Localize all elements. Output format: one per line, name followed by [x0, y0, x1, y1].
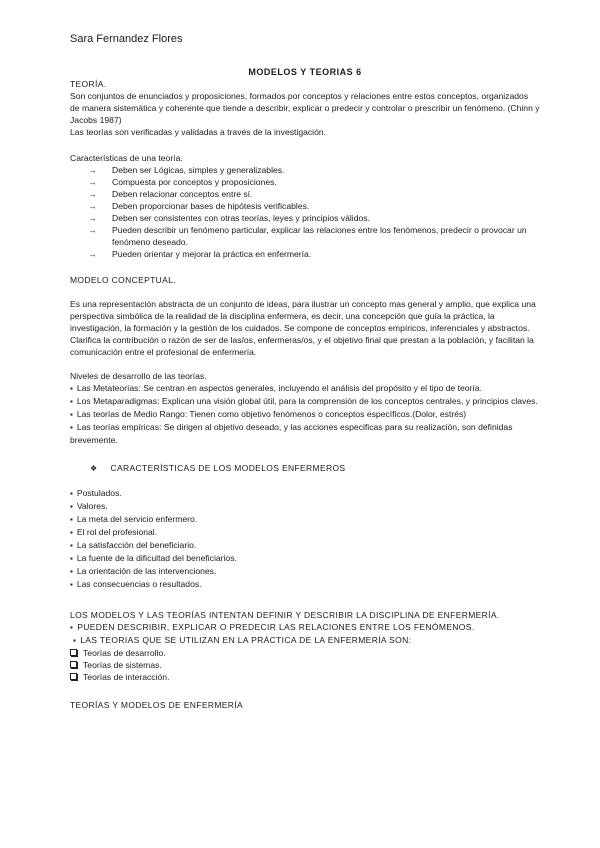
- square-bullet-icon: ▪: [73, 636, 77, 645]
- section-caracteristicas-teoria: [70, 152, 540, 260]
- square-bullet-icon: ▪: [70, 528, 73, 537]
- list-item-text: Pueden orientar y mejorar la práctica en enfermería.: [112, 249, 312, 259]
- list-item-text: Deben relacionar conceptos entre sí.: [112, 189, 253, 199]
- checkbox-bullet-icon: [70, 661, 77, 668]
- list-item-text: El rol del profesional.: [76, 527, 158, 537]
- list-item-text: Teorías de sistemas.: [83, 660, 162, 670]
- modelos-enfermeros-heading: [70, 462, 540, 475]
- checkbox-bullet-icon: [70, 649, 77, 656]
- teoria-paragraph-2: Las teorías son verificadas y validadas a través de la investigación.: [70, 127, 327, 137]
- modelo-conceptual-paragraph-1: Es una representación abstracta de un conjunto de ideas, para ilustrar un concepto mas general y amplio, que explica una perspectiva simbólica de la realidad de la disciplina enfermera, es decir, una concepción que guía la práctica, la investigación, la formación y la gestión de los cuidados. Se compone de conceptos empíricos, inferenciales y abstractos.: [70, 299, 536, 333]
- list-item: [70, 200, 540, 212]
- section-niveles: [70, 370, 540, 446]
- square-bullet-icon: ▪: [70, 384, 73, 393]
- definicion-list: [70, 647, 540, 683]
- list-item-text: La satisfacción del beneficiario.: [76, 540, 197, 550]
- list-item: [70, 212, 540, 224]
- list-item: [70, 578, 540, 591]
- square-bullet-icon: ▪: [70, 541, 73, 550]
- niveles-list: [70, 382, 540, 446]
- list-item-text: Teorías de interacción.: [83, 672, 170, 682]
- section-definicion: [70, 609, 540, 683]
- list-item-text: La fuente de la dificultad del beneficiarios.: [76, 553, 237, 563]
- list-item: [70, 395, 540, 408]
- list-item: [70, 659, 540, 671]
- section-modelo-conceptual: [70, 274, 540, 358]
- definicion-line-3-text: LAS TEORIAS QUE SE UTILIZAN EN LA PRÁCTICA DE LA ENFERMERÍA SON:: [80, 635, 412, 645]
- arrow-bullet-icon: →: [88, 213, 97, 223]
- list-item-text: Las teorías empíricas: Se dirigen al objetivo deseado, y las acciones especificas para su realización, son definidas brevemente.: [70, 422, 513, 445]
- square-bullet-icon: ▪: [70, 567, 73, 576]
- list-item: [70, 487, 540, 500]
- section-modelos-enfermeros: [70, 462, 540, 591]
- modelo-conceptual-paragraph-2: Clarifica la contribución o razón de ser de las/os, enfermeras/os, y el objetivo final que prestan a la población, y facilitan la comunicación entre el profesional de enfermería.: [70, 335, 534, 357]
- teoria-heading: TEORÍA.: [70, 79, 107, 89]
- list-item: [70, 526, 540, 539]
- author-name: Sara Fernandez Flores: [70, 33, 183, 45]
- list-item: [70, 671, 540, 683]
- list-item: [70, 647, 540, 659]
- list-item-text: Deben ser consistentes con otras teorías, leyes y principios válidos.: [112, 213, 370, 223]
- definicion-line-2: [70, 621, 540, 634]
- square-bullet-icon: ▪: [70, 502, 73, 511]
- list-item-text: Teorías de desarrollo.: [83, 648, 166, 658]
- list-item-text: La meta del servicio enfermero.: [76, 514, 198, 524]
- list-item-text: Postulados.: [76, 488, 122, 498]
- square-bullet-icon: ▪: [70, 410, 73, 419]
- list-item-text: Las teorías de Medio Rango: Tienen como objetivo fenómenos o conceptos específicos.(Dolor, estrés): [76, 409, 467, 419]
- list-item: [70, 421, 540, 446]
- arrow-bullet-icon: →: [88, 189, 97, 199]
- list-item-text: Los Metaparadigmas: Explican una visión global útil, para la comprensión de los conceptos centrales, y principios claves.: [76, 396, 538, 406]
- square-bullet-icon: ▪: [70, 423, 73, 432]
- list-item: [70, 224, 540, 248]
- modelos-enfermeros-list: [70, 487, 540, 591]
- list-item: [70, 248, 540, 260]
- diamond-bullet-icon: ❖: [90, 464, 98, 473]
- square-bullet-icon: ▪: [70, 623, 74, 632]
- list-item: [70, 188, 540, 200]
- list-item: [70, 552, 540, 565]
- list-item-text: Compuesta por conceptos y proposiciones.: [112, 177, 277, 187]
- modelo-conceptual-heading: MODELO CONCEPTUAL.: [70, 275, 176, 285]
- list-item: [70, 500, 540, 513]
- list-item-text: Deben proporcionar bases de hipótesis verificables.: [112, 201, 310, 211]
- square-bullet-icon: ▪: [70, 580, 73, 589]
- definicion-line-1: LOS MODELOS Y LAS TEORÍAS INTENTAN DEFINIR Y DESCRIBIR LA DISCIPLINA DE ENFERMERÍA.: [70, 610, 500, 620]
- square-bullet-icon: ▪: [70, 554, 73, 563]
- square-bullet-icon: ▪: [70, 515, 73, 524]
- square-bullet-icon: ▪: [70, 397, 73, 406]
- list-item: [70, 408, 540, 421]
- list-item: [70, 382, 540, 395]
- list-item: [70, 513, 540, 526]
- section-teoria: [70, 78, 540, 138]
- list-item-text: Las consecuencias o resultados.: [76, 579, 202, 589]
- arrow-bullet-icon: →: [88, 225, 97, 235]
- teoria-paragraph-1: Son conjuntos de enunciados y proposiciones, formados por conceptos y relaciones entre estos conceptos, organizados de manera sistemática y coherente que tiende a describir, explicar o predecir y controlar o prescribir un fenómeno. (Chinn y Jacobs 1987): [70, 91, 540, 125]
- caracteristicas-list: [70, 164, 540, 260]
- niveles-heading: Niveles de desarrollo de las teorías.: [70, 371, 207, 381]
- arrow-bullet-icon: →: [88, 165, 97, 175]
- definicion-line-3: [70, 634, 540, 647]
- list-item: [70, 539, 540, 552]
- list-item-text: La orientación de las intervenciones.: [76, 566, 217, 576]
- list-item: [70, 164, 540, 176]
- list-item-text: Deben ser Lógicas, simples y generalizables.: [112, 165, 285, 175]
- caracteristicas-heading: Características de una teoría.: [70, 153, 183, 163]
- list-item: [70, 176, 540, 188]
- list-item-text: Las Metateorías: Se centran en aspectos generales, incluyendo el análisis del propósito y el tipo de teoría.: [76, 383, 482, 393]
- checkbox-bullet-icon: [70, 673, 77, 680]
- modelos-enfermeros-heading-text: CARACTERÍSTICAS DE LOS MODELOS ENFERMEROS: [110, 463, 346, 473]
- footer-heading: TEORÍAS Y MODELOS DE ENFERMERÍA: [70, 700, 244, 710]
- arrow-bullet-icon: →: [88, 201, 97, 211]
- list-item-text: Pueden describir un fenómeno particular, explicar las relaciones entre los fenómenos, predecir o provocar un fenómeno deseado.: [112, 225, 527, 247]
- list-item-text: Valores.: [76, 501, 108, 511]
- list-item: [70, 565, 540, 578]
- page-title: MODELOS Y TEORIAS 6: [248, 67, 362, 77]
- square-bullet-icon: ▪: [70, 489, 73, 498]
- arrow-bullet-icon: →: [88, 177, 97, 187]
- definicion-line-2-text: PUEDEN DESCRIBIR, EXPLICAR O PREDECIR LAS RELACIONES ENTRE LOS FENÓMENOS.: [77, 622, 475, 632]
- arrow-bullet-icon: →: [88, 249, 97, 259]
